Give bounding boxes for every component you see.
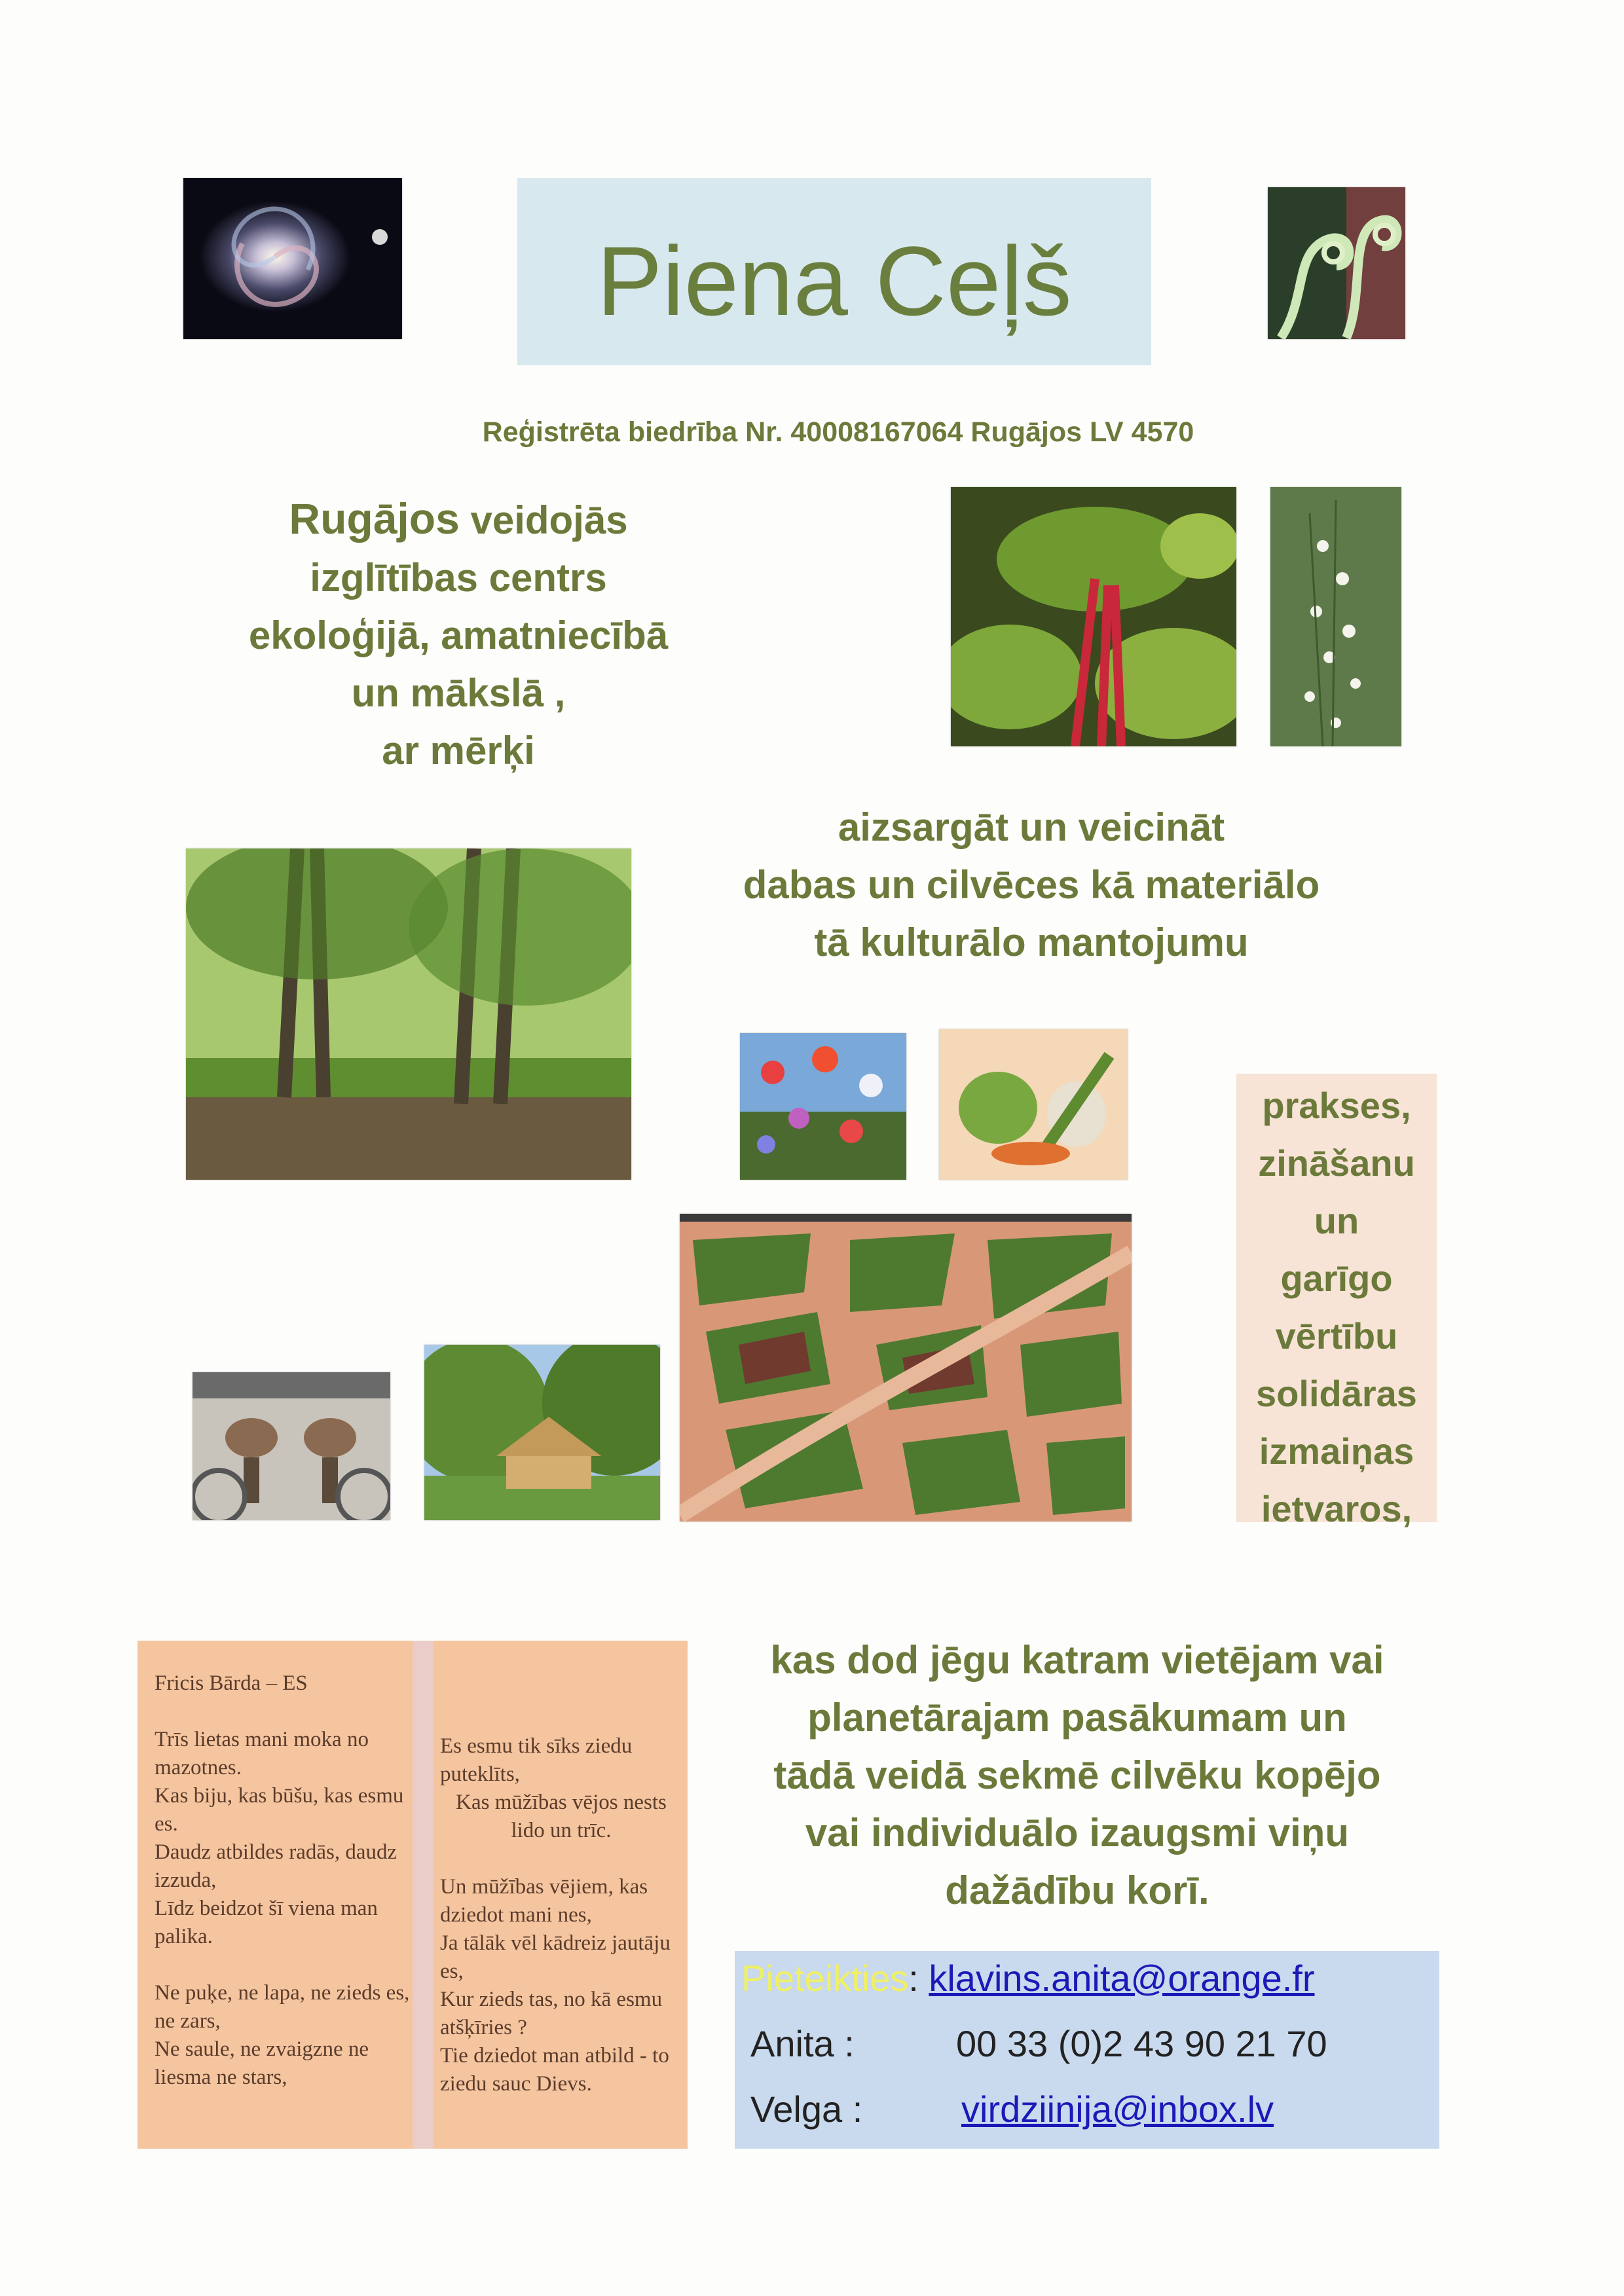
mission-line-1: kas dod jēgu katram vietējam vai — [770, 1638, 1384, 1682]
practice-line: vērtību — [1275, 1315, 1398, 1357]
wooden-pavilion-photo — [424, 1345, 660, 1520]
registration-line: Reģistrēta biedrība Nr. 40008167064 Rugājos LV 4570 — [482, 416, 1194, 448]
intro-line-4: un mākslā , — [351, 671, 566, 715]
poem-line: Daudz atbildes radās, daudz izzuda, — [155, 1840, 397, 1892]
mission-line-5: dažādību korī. — [945, 1868, 1209, 1912]
practice-line: zināšanu — [1258, 1142, 1415, 1184]
anita-phone[interactable]: 00 33 (0)2 43 90 21 70 — [956, 2023, 1327, 2064]
practice-line: ietvaros, — [1261, 1488, 1412, 1529]
chard-photo — [951, 487, 1236, 746]
mission-line-4: vai individuālo izaugsmi viņu — [805, 1811, 1350, 1855]
poem-line: Es esmu tik sīks ziedu puteklīts, — [440, 1734, 633, 1786]
garden-flowers-photo — [740, 1033, 906, 1180]
contact-panel — [735, 1951, 1439, 2149]
intro-line-3: ekoloģijā, amatniecībā — [248, 613, 669, 657]
intro-text — [164, 490, 753, 780]
poem-line: Tie dziedot man atbild - to ziedu sauc Dievs. — [440, 2044, 669, 2096]
poem-line: Ne puķe, ne lapa, ne zieds es, ne zars, — [155, 1981, 410, 2033]
poem-line: Ne saule, ne zvaigzne ne liesma ne stars, — [155, 2037, 369, 2089]
signup-label: Pieteikties — [741, 1958, 909, 1999]
practice-panel — [1236, 1074, 1437, 1529]
poem-right-column — [440, 1732, 682, 2098]
poem-line: Trīs lietas mani moka no mazotnes. — [155, 1728, 369, 1779]
velga-email-link[interactable]: virdziinija@inbox.lv — [961, 2088, 1274, 2130]
mission-text — [727, 1631, 1428, 1920]
pottery-photo — [193, 1372, 390, 1520]
intro-highlight: Rugājos — [289, 494, 460, 543]
poem-line: Kur zieds tas, no kā esmu atšķīries ? — [440, 1988, 663, 2039]
signup-row: Pieteikties: klavins.anita@orange.fr — [741, 1958, 1315, 1999]
intro-line-1: veidojās — [459, 498, 628, 542]
poem-divider — [413, 1641, 434, 2149]
intro-line-5: ar mērķi — [382, 729, 535, 773]
practice-line: un — [1314, 1200, 1359, 1241]
title-banner — [517, 178, 1151, 365]
leaf-garden-aerial-photo — [680, 1214, 1132, 1522]
forest-photo — [186, 848, 631, 1180]
galaxy-photo — [183, 178, 402, 339]
aim-line-1: aizsargāt un veicināt — [838, 805, 1225, 849]
practice-text — [1236, 1077, 1437, 1538]
intro-line-2: izglītības centrs — [310, 556, 607, 600]
fern-photo — [1268, 187, 1405, 339]
poem-line: Kas biju, kas būšu, kas esmu es. — [155, 1784, 404, 1836]
aim-line-2: dabas un cilvēces kā materiālo — [743, 863, 1320, 907]
velga-label: Velga : — [750, 2088, 863, 2130]
poem-line: Ja tālāk vēl kādreiz jautāju es, — [440, 1931, 671, 1983]
poem-line: Līdz beidzot šī viena man palika. — [155, 1897, 378, 1948]
aim-text — [688, 799, 1375, 972]
practice-line: garīgo — [1280, 1258, 1393, 1299]
poem-line: Un mūžības vējiem, kas dziedot mani nes, — [440, 1875, 648, 1927]
mission-line-2: planetārajam pasākumam un — [807, 1696, 1347, 1740]
practice-line: izmaiņas — [1259, 1430, 1414, 1472]
poem-author: Fricis Bārda – ES — [155, 1671, 308, 1695]
vegetable-painting — [939, 1029, 1128, 1180]
main-email-link[interactable]: klavins.anita@orange.fr — [929, 1958, 1315, 1999]
poem-line: Kas mūžības vējos nests lido un trīc. — [456, 1791, 667, 1842]
practice-line: prakses, — [1262, 1085, 1411, 1126]
mission-line-3: tādā veidā sekmē cilvēku kopējo — [773, 1753, 1381, 1797]
white-flowers-photo — [1270, 487, 1401, 746]
aim-line-3: tā kulturālo mantojumu — [814, 920, 1249, 964]
page-title: Piena Ceļš — [597, 226, 1072, 336]
practice-line: solidāras — [1256, 1373, 1417, 1414]
anita-label: Anita : — [750, 2023, 855, 2064]
poem-left-column — [155, 1669, 410, 2092]
